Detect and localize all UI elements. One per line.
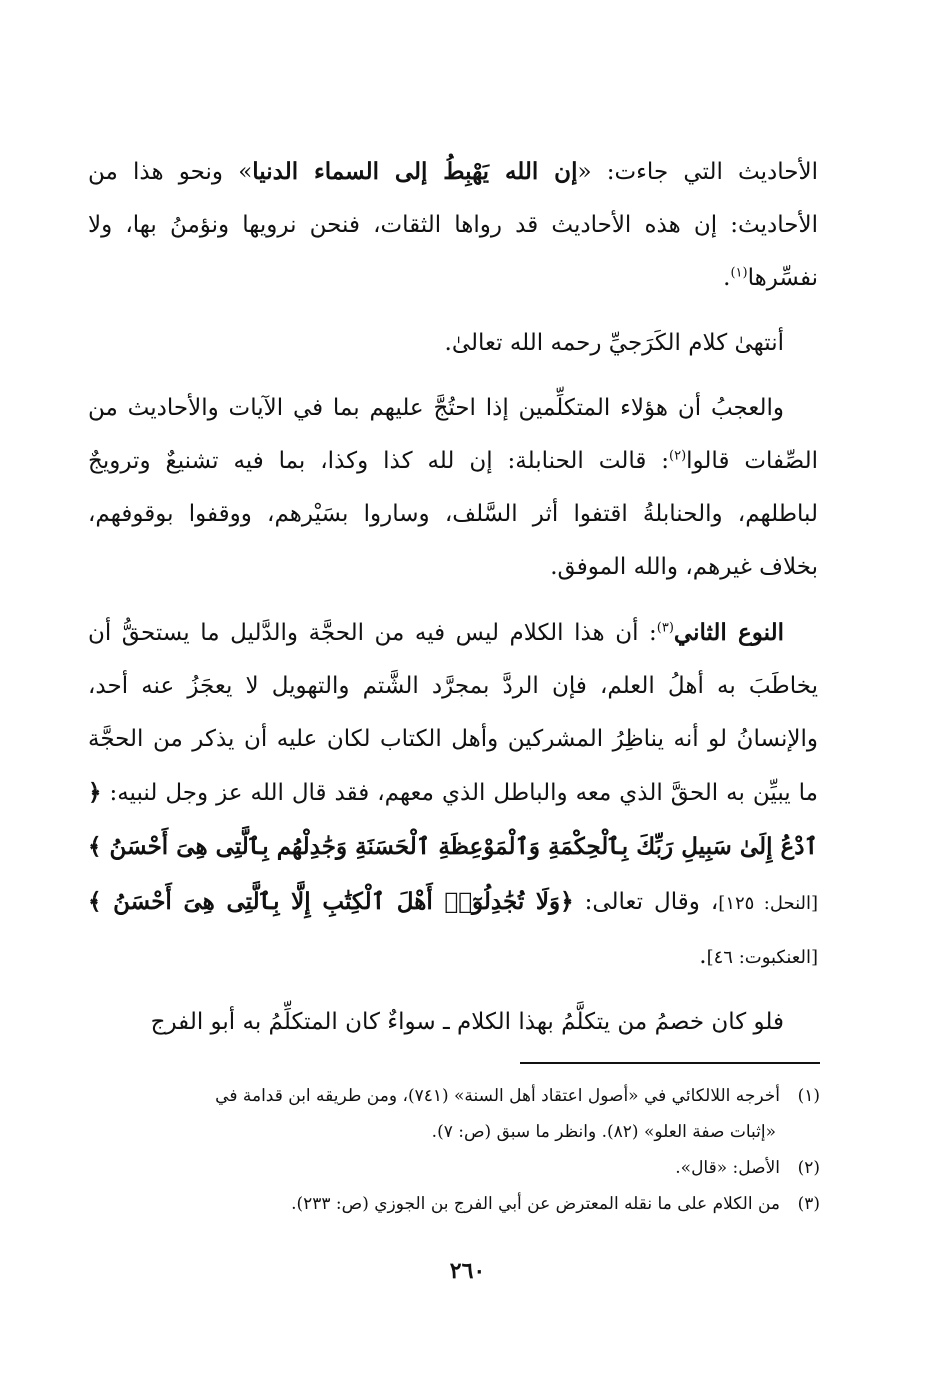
footnote-ref-3[interactable]: (٣)	[656, 620, 674, 636]
paragraph-5: فلو كان خصمُ من يتكلَّمُ بهذا الكلام ـ سواءٌ كان المتكلِّمُ به أبو الفرج	[150, 1009, 784, 1035]
footnote-ref-1[interactable]: (١)	[730, 265, 748, 281]
p4-text-a: : أن هذا الكلام ليس فيه من الحجَّة والدَّليل ما يستحقُّ أن يخاطَبَ به أهلُ العلم، فإن الردَّ بمجرَّد الشَّتم والتهويل لا يعجَزُ عنه أحد، والإنسانُ لو أنه يناظِرُ المشركين وأهل الكتاب لكان عليه أن يذكر من الحجَّة ما يبيِّن به الحقَّ الذي معه والباطل الذي معهم، فقد قال الله عز وجل لنبيه:	[88, 620, 818, 806]
quran-verse-2: ﴿وَلَا تُجَٰدِلُوٓا۟ أَهْلَ ٱلْكِتَٰبِ إِلَّا بِٱلَّتِى هِىَ أَحْسَنُ ﴾	[88, 888, 574, 915]
p3-text-b: : قالت الحنابلة: إن لله كذا وكذا، بما فيه تشنيعٌ وترويجٌ لباطلهم، والحنابلةُ اقتفوا أثر السَّلف، وساروا بسَيْرهم، ووقفوا بوقوفهم، بخلاف غيرهم، والله الموفق.	[88, 448, 818, 580]
footnote-1-continued: «إثبات صفة العلو» (٨٢). وانظر ما سبق (ص: ٧).	[431, 1122, 776, 1142]
hadith-quote: إن الله يَهْبِطُ إلى السماء الدنيا	[252, 158, 578, 185]
footnote-text: الأصل: «قال».	[675, 1158, 780, 1178]
footnote-number: (٣)	[797, 1194, 820, 1214]
verse-reference-1: [النحل: ١٢٥]	[718, 893, 819, 914]
paragraph-3	[88, 382, 818, 594]
footnote-text: أخرجه اللالكائي في «أصول اعتقاد أهل السنة» (٧٤١)، ومن طريقه ابن قدامة في	[215, 1086, 780, 1106]
footnote-1	[88, 1078, 820, 1114]
footnote-number: (١)	[797, 1086, 820, 1106]
footnote-text: من الكلام على ما نقله المعترض عن أبي الفرج بن الجوزي (ص: ٢٣٣).	[291, 1194, 780, 1214]
paragraph-4	[88, 606, 818, 984]
paragraph-1	[88, 145, 818, 305]
footnotes	[88, 1078, 820, 1222]
paragraph-2: أنتهىٰ كلام الكَرَجيِّ رحمه الله تعالىٰ.	[444, 330, 784, 356]
footnote-ref-2[interactable]: (٢)	[669, 448, 687, 464]
verse-reference-2: [العنكبوت: ٤٦]	[706, 947, 818, 968]
p3-text-a: والعجبُ أن هؤلاء المتكلِّمين إذا احتُجَّ عليهم بما في الآيات والأحاديث من الصِّفات قالوا	[88, 395, 818, 474]
p1-text-a: الأحاديث التي جاءت: «	[577, 159, 818, 185]
footnote-divider	[520, 1062, 820, 1064]
p4-text-b: ، وقال تعالى:	[573, 889, 719, 915]
p1-text-c: » ونحو هذا من الأحاديث: إن هذه الأحاديث قد رواها الثقات، فنحن نرويها ونؤمنُ بها، ولا نفسِّرها	[88, 159, 818, 291]
footnote-number: (٢)	[797, 1158, 820, 1178]
section-heading: النوع الثاني	[673, 619, 784, 646]
quran-verse-1: ﴿ ٱدْعُ إِلَىٰ سَبِيلِ رَبِّكَ بِٱلْحِكْمَةِ وَٱلْمَوْعِظَةِ ٱلْحَسَنَةِ وَجَٰدِلْهُم بِٱلَّتِى هِىَ أَحْسَنُ ﴾	[88, 779, 818, 860]
p4-end: .	[699, 943, 707, 969]
page-number: ٢٦٠	[449, 1258, 486, 1284]
main-text	[88, 145, 818, 1049]
footnote-3	[88, 1186, 820, 1222]
p1-end: .	[723, 265, 731, 291]
footnote-2	[88, 1150, 820, 1186]
